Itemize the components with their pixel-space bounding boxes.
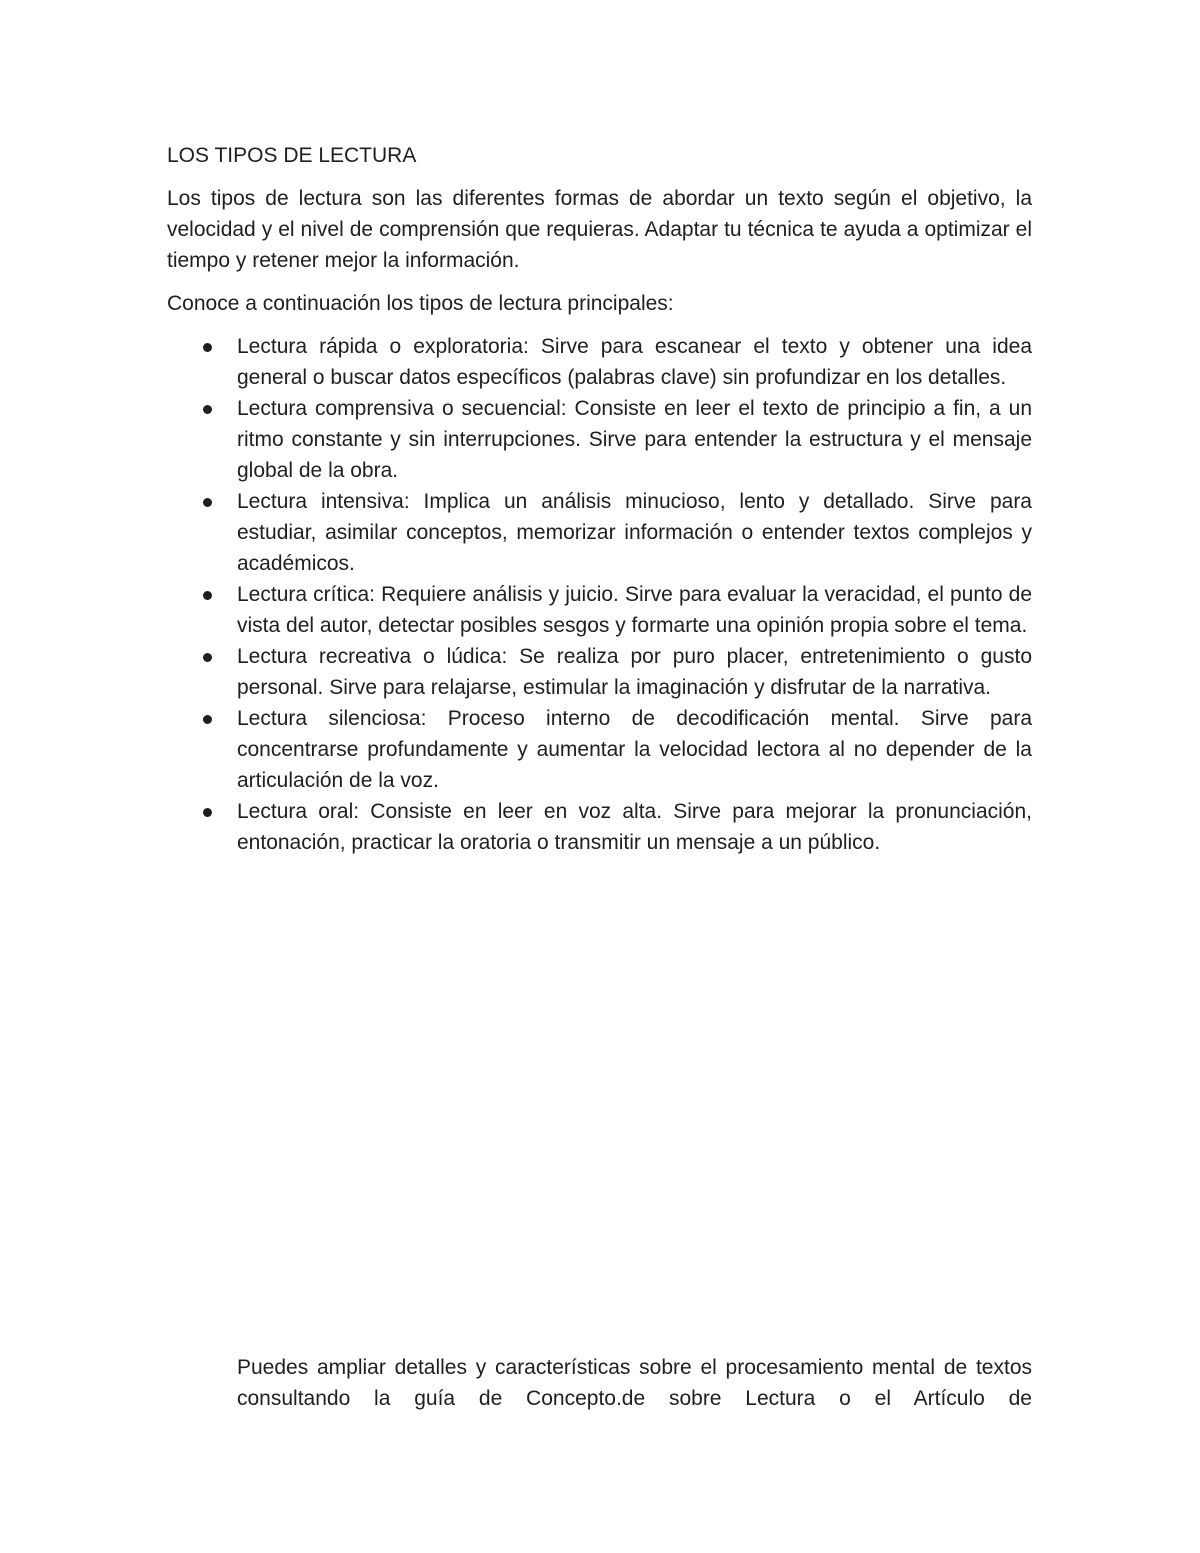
- list-intro: Conoce a continuación los tipos de lectura principales:: [167, 292, 674, 315]
- list-item-text: Lectura crítica: Requiere análisis y juicio. Sirve para evaluar la veracidad, el punto de vista del autor, detectar posibles sesgos y formarte una opinión propia sobre el tema.: [237, 583, 1032, 637]
- reading-types-list: [167, 331, 1032, 858]
- bullet-icon: [203, 343, 212, 352]
- bullet-icon: [203, 591, 212, 600]
- list-item: [167, 579, 1032, 641]
- list-item-text: Lectura oral: Consiste en leer en voz alta. Sirve para mejorar la pronunciación, entonación, practicar la oratoria o transmitir un mensaje a un público.: [237, 800, 1032, 854]
- list-item: [167, 641, 1032, 703]
- list-item: [167, 486, 1032, 579]
- list-item: [167, 393, 1032, 486]
- list-item: [167, 331, 1032, 393]
- list-item-text: Lectura rápida o exploratoria: Sirve para escanear el texto y obtener una idea general o buscar datos específicos (palabras clave) sin profundizar en los detalles.: [237, 335, 1032, 389]
- list-item: [167, 796, 1032, 858]
- list-item-text: Lectura comprensiva o secuencial: Consiste en leer el texto de principio a fin, a un ritmo constante y sin interrupciones. Sirve para entender la estructura y el mensaje global de la obra.: [237, 397, 1032, 482]
- bullet-icon: [203, 653, 212, 662]
- bullet-icon: [203, 405, 212, 414]
- bullet-icon: [203, 715, 212, 724]
- intro-paragraph: Los tipos de lectura son las diferentes formas de abordar un texto según el objetivo, la velocidad y el nivel de comprensión que requieras. Adaptar tu técnica te ayuda a optimizar el tiempo y retener mejor la información.: [167, 187, 1032, 272]
- list-item-text: Lectura intensiva: Implica un análisis minucioso, lento y detallado. Sirve para estudiar, asimilar conceptos, memorizar información o entender textos complejos y académicos.: [237, 490, 1032, 575]
- list-item-text: Lectura silenciosa: Proceso interno de decodificación mental. Sirve para concentrarse profundamente y aumentar la velocidad lectora al no depender de la articulación de la voz.: [237, 707, 1032, 792]
- document-body: [167, 140, 1032, 858]
- bullet-icon: [203, 498, 212, 507]
- bullet-icon: [203, 808, 212, 817]
- footer-note: Puedes ampliar detalles y características sobre el procesamiento mental de textos consultando la guía de Concepto.de sobre Lectura o el Artículo de: [237, 1356, 1032, 1410]
- list-item-text: Lectura recreativa o lúdica: Se realiza por puro placer, entretenimiento o gusto personal. Sirve para relajarse, estimular la imaginación y disfrutar de la narrativa.: [237, 645, 1032, 699]
- list-item: [167, 703, 1032, 796]
- document-title: LOS TIPOS DE LECTURA: [167, 144, 417, 167]
